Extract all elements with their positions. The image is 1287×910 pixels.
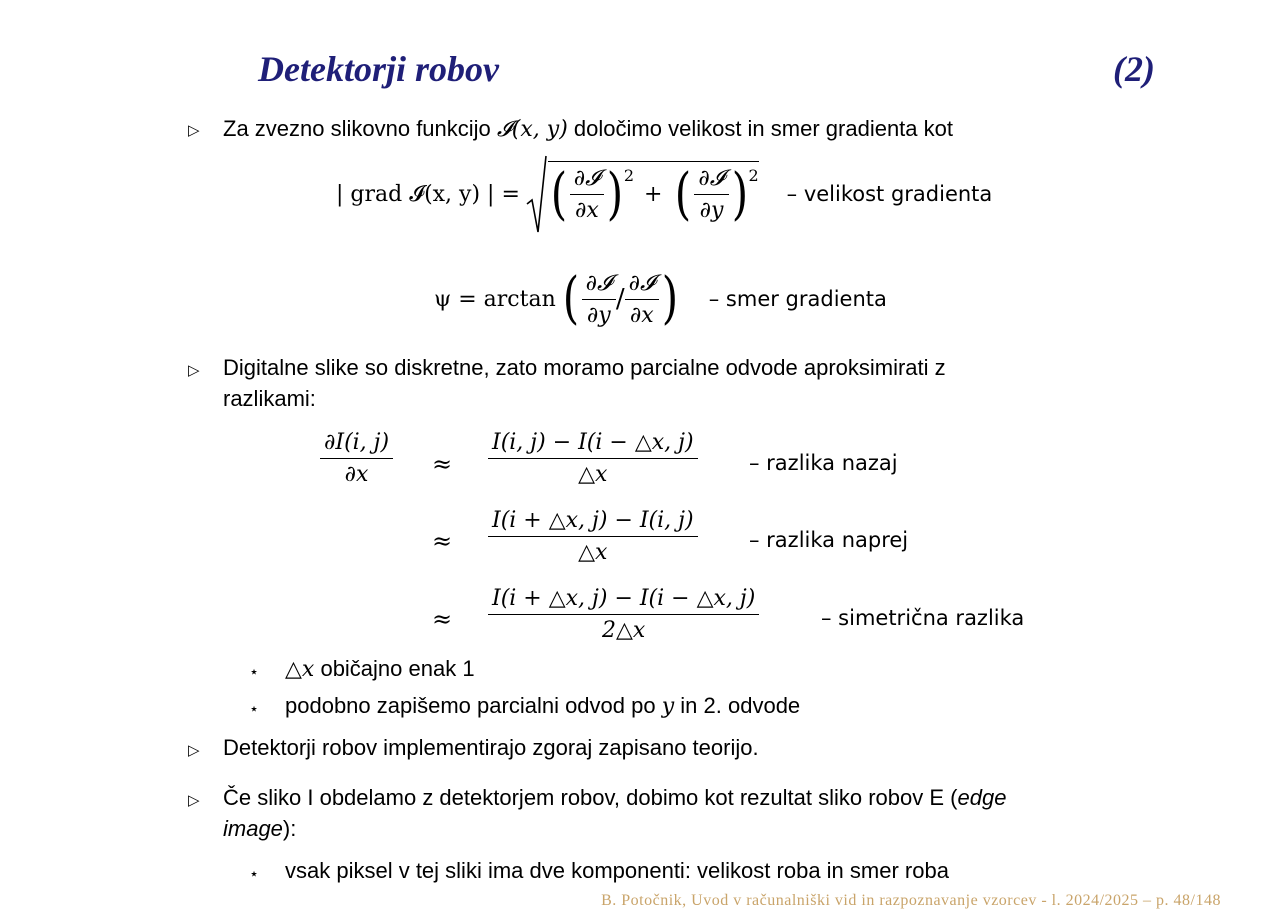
star-bullet-icon: ⋆	[249, 701, 260, 718]
function-symbol: 𝓘(x, y)	[496, 117, 568, 142]
slide-title: Detektorji robov	[258, 49, 499, 89]
label-symmetric: – simetrična razlika	[821, 606, 1025, 630]
star-bullet-icon: ⋆	[249, 866, 260, 883]
difference-backward: $\frac{I(i, j) - I(i - \triangle x, j)}{\triangle x}$	[488, 430, 698, 487]
bullet-text-4a: Če sliko I obdelamo z detektorjem robov, dobimo kot rezultat sliko robov E (edge	[223, 785, 1007, 810]
slide-number: (2)	[1113, 49, 1155, 89]
approx-symbol-2: ≈	[432, 527, 453, 555]
label-backward: – razlika nazaj	[749, 451, 898, 475]
triangle-bullet-icon: ▷	[188, 792, 200, 809]
approx-symbol-1: ≈	[432, 450, 453, 478]
equation-direction: ψ = arctan ( $\frac{\text{∂𝓘}}{\partial y}$ / $\frac{\text{∂𝓘}}{\partial x}$ ) – smer gradienta	[434, 266, 887, 331]
eq2-lhs: ψ = arctan	[434, 286, 556, 312]
sub-bullet-1: △x običajno enak 1	[285, 656, 475, 682]
star-bullet-icon: ⋆	[249, 664, 260, 681]
difference-forward: $\frac{I(i + \triangle x, j) - I(i, j)}{\triangle x}$	[488, 508, 698, 565]
sub-bullet-2: podobno zapišemo parcialni odvod po y in 2. odvode	[285, 693, 801, 719]
bullet-text-2a: Digitalne slike so diskretne, zato moramo parcialne odvode aproksimirati z	[223, 355, 946, 380]
lhs-fraction: $\frac{\partial I(i, j)}{\partial x}$	[320, 430, 393, 487]
approx-symbol-3: ≈	[432, 605, 453, 633]
bullet-text-3: Detektorji robov implementirajo zgoraj zapisano teorijo.	[223, 735, 759, 760]
slide-footer: B. Potočnik, Uvod v računalniški vid in razpoznavanje vzorcev - l. 2024/2025 – p. 48/148	[601, 892, 1221, 909]
triangle-bullet-icon: ▷	[188, 122, 200, 139]
bullet-text-4b: image):	[223, 816, 297, 841]
triangle-bullet-icon: ▷	[188, 362, 200, 379]
bullet-text-2b: razlikami:	[223, 386, 316, 411]
label-forward: – razlika naprej	[749, 528, 909, 552]
sub-bullet-3: vsak piksel v tej sliki ima dve komponenti: velikost roba in smer roba	[285, 858, 949, 883]
bullet-text-1: Za zvezno slikovno funkcijo 𝓘(x, y) določimo velikost in smer gradienta kot	[223, 116, 953, 142]
sqrt-icon	[526, 152, 548, 236]
eq1-label: – velikost gradienta	[786, 182, 993, 206]
difference-symmetric: $\frac{I(i + \triangle x, j) - I(i - \triangle x, j)}{2\triangle x}$	[488, 586, 759, 643]
equation-magnitude: | grad 𝓘(x, y) | = ( $\frac{\text{∂𝓘}}{\partial x}$ ) $^2$ + ( $\frac{\text{∂𝓘}}{\partial y}$ ) $^2$ – velikost gradienta	[336, 152, 992, 236]
eq2-label: – smer gradienta	[708, 287, 887, 311]
triangle-bullet-icon: ▷	[188, 742, 200, 759]
eq1-lhs: | grad 𝓘(x, y) | =	[336, 181, 520, 207]
